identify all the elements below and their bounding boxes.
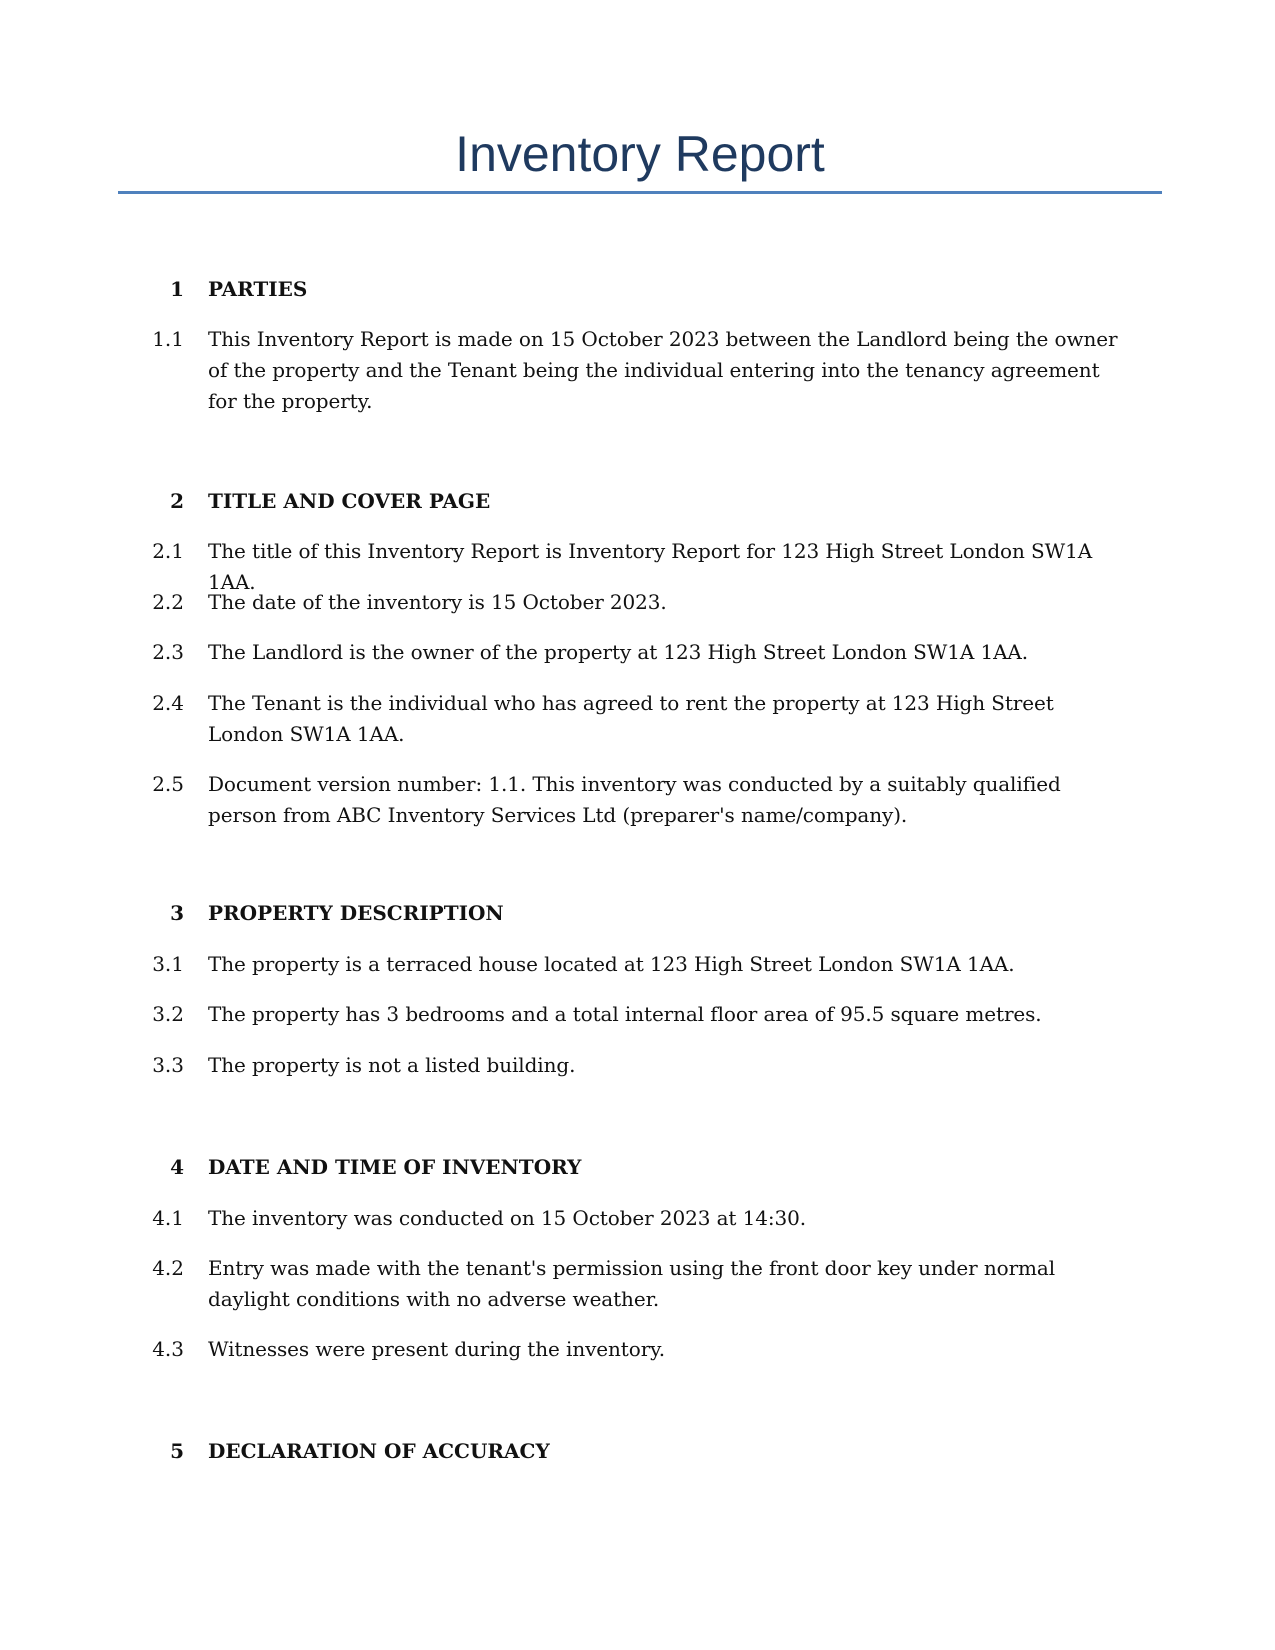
clause-number: 2.2 [152, 590, 184, 614]
title-block [118, 118, 1162, 190]
clause-text: The property has 3 bedrooms and a total internal floor area of 95.5 square metres. [208, 1002, 1042, 1026]
clause-text: This Inventory Report is made on 15 October 2023 between the Landlord being the owner of the property and the Tenant being the individual entering into the tenancy agreement for the property. [208, 327, 1118, 413]
section-heading [0, 898, 1275, 929]
clause-number: 3.2 [152, 1002, 184, 1026]
clause-number: 3.3 [152, 1053, 184, 1077]
clause-text: The property is a terraced house located at 123 High Street London SW1A 1AA. [208, 952, 1015, 976]
clause-number: 2.5 [152, 772, 184, 796]
clause-text: Witnesses were present during the inventory. [208, 1337, 665, 1361]
clause-number: 1.1 [152, 327, 184, 351]
section-number: 5 [170, 1439, 184, 1463]
section-number: 3 [170, 901, 184, 925]
clause-text: The title of this Inventory Report is Inventory Report for 123 High Street London SW1A 1AA. [208, 539, 1093, 594]
clause-text: Entry was made with the tenant's permission using the front door key under normal daylight conditions with no adverse weather. [208, 1256, 1056, 1311]
clause-number: 4.1 [152, 1206, 184, 1230]
section-number: 1 [170, 277, 184, 301]
section-number: 2 [170, 489, 184, 513]
section-title: DATE AND TIME OF INVENTORY [208, 1155, 582, 1179]
section-heading [0, 274, 1275, 305]
section-title: DECLARATION OF ACCURACY [208, 1439, 550, 1463]
section-heading [0, 486, 1275, 517]
title-underline [118, 191, 1162, 194]
clause-text: The inventory was conducted on 15 October 2023 at 14:30. [208, 1206, 806, 1230]
document-title: Inventory Report [455, 126, 825, 182]
clause-text: Document version number: 1.1. This inventory was conducted by a suitably qualified person from ABC Inventory Services Ltd (preparer's name/company). [208, 772, 1061, 827]
section-heading [0, 1436, 1275, 1467]
section-title: PARTIES [208, 277, 308, 301]
section-title: PROPERTY DESCRIPTION [208, 901, 504, 925]
clause-number: 4.3 [152, 1337, 184, 1361]
clause-number: 2.3 [152, 640, 184, 664]
clause-text: The Landlord is the owner of the property at 123 High Street London SW1A 1AA. [208, 640, 1029, 664]
clause-text: The date of the inventory is 15 October 2023. [208, 590, 667, 614]
section-title: TITLE AND COVER PAGE [208, 489, 491, 513]
clause-number: 2.4 [152, 691, 184, 715]
clause-number: 4.2 [152, 1256, 184, 1280]
clause-text: The Tenant is the individual who has agreed to rent the property at 123 High Street London SW1A 1AA. [208, 691, 1054, 746]
clause-number: 2.1 [152, 539, 184, 563]
section-number: 4 [170, 1155, 184, 1179]
clause-number: 3.1 [152, 952, 184, 976]
clause-text: The property is not a listed building. [208, 1053, 576, 1077]
section-heading [0, 1152, 1275, 1183]
